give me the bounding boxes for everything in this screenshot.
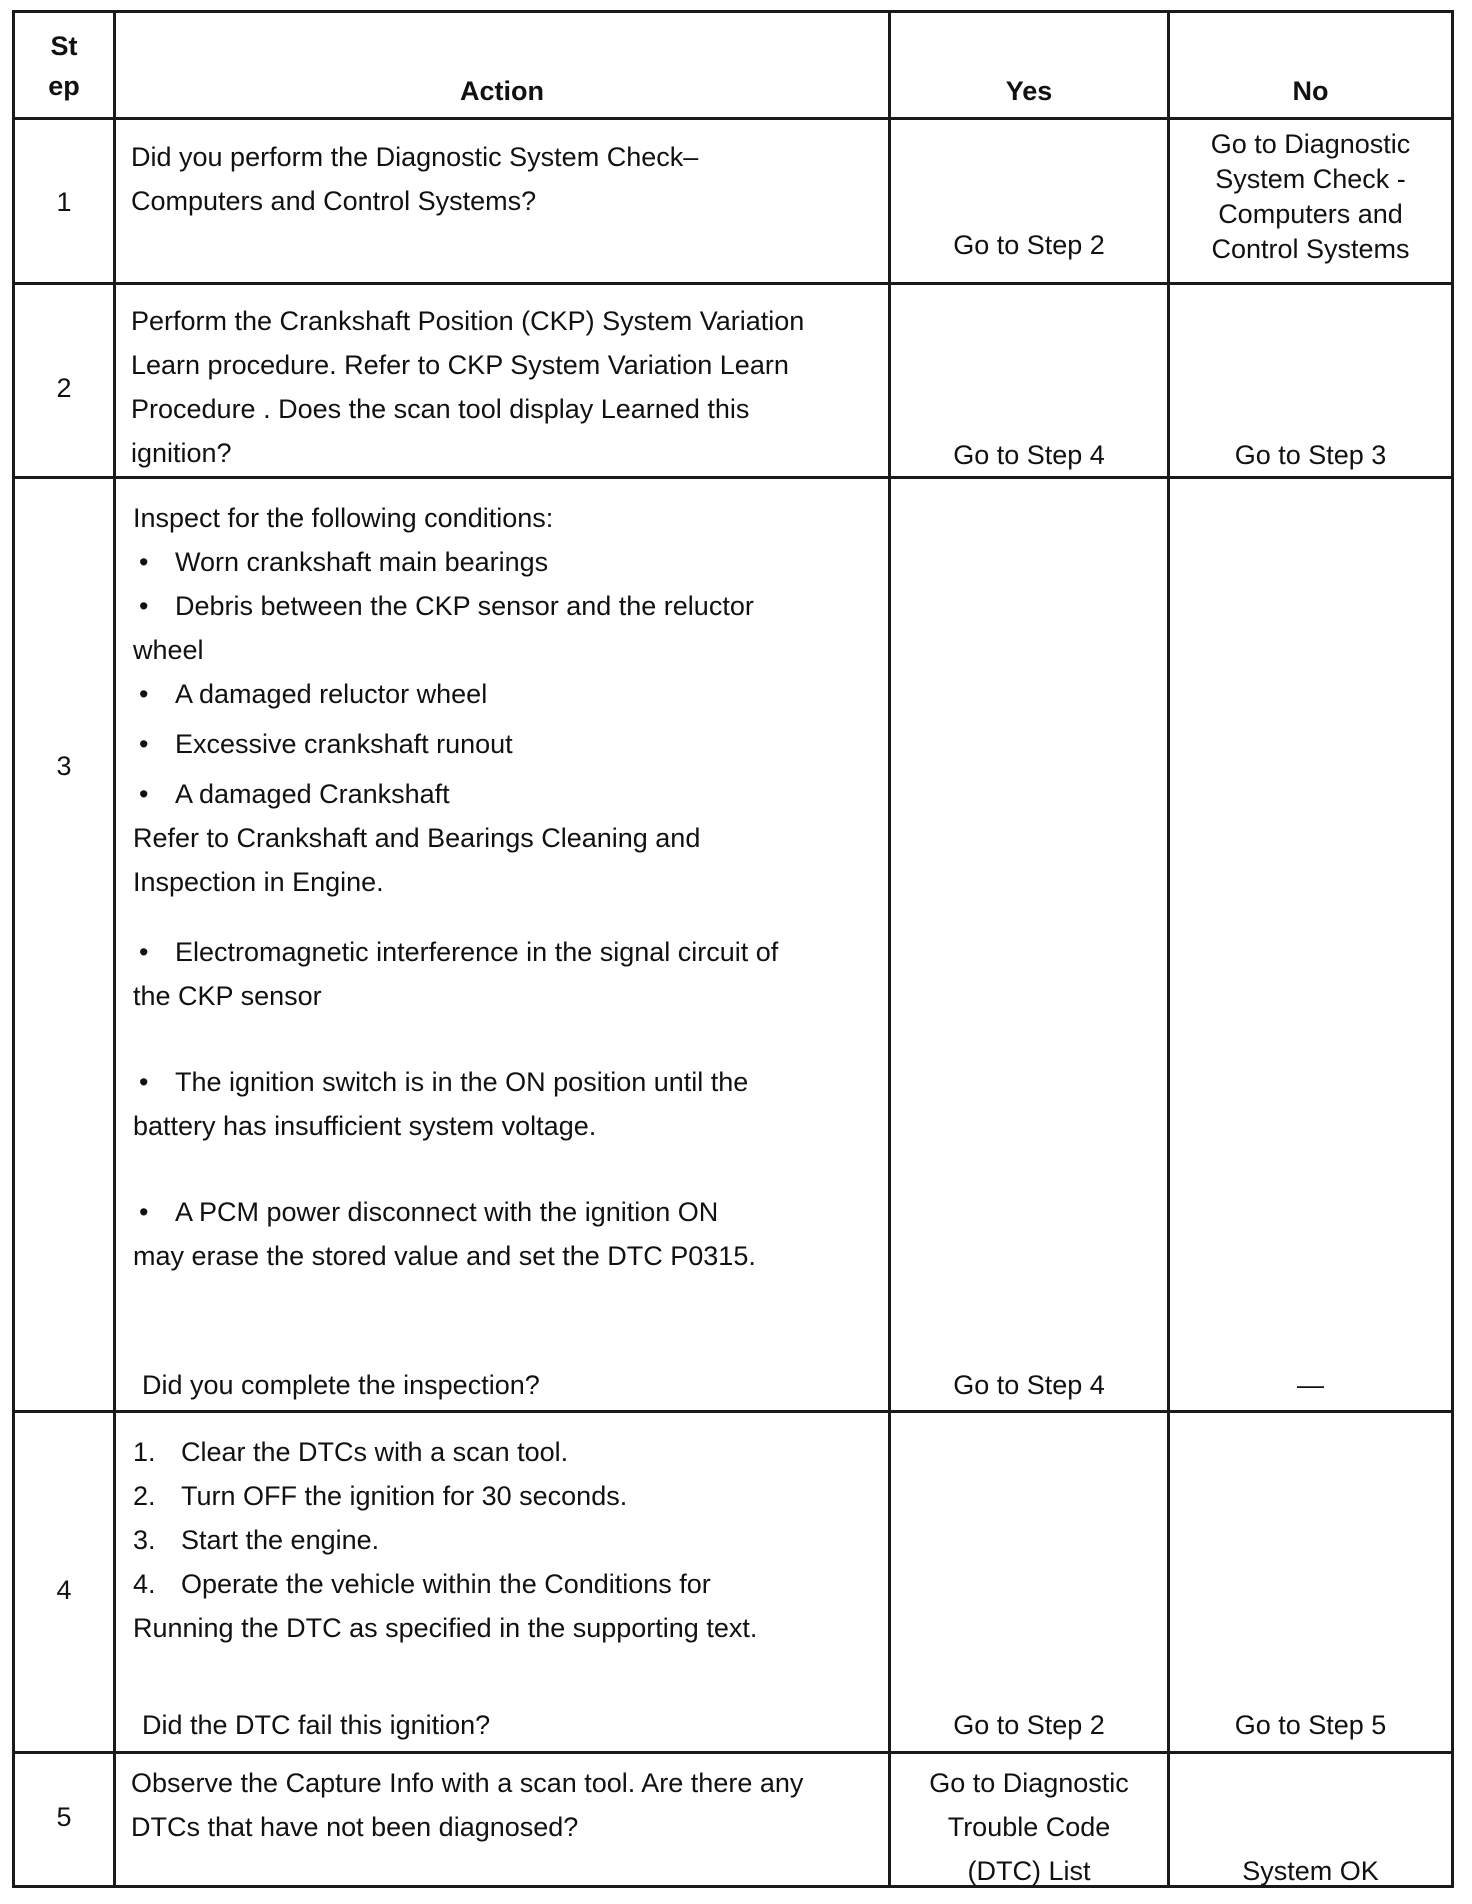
step-number: 3 [56, 751, 72, 781]
row-divider [12, 117, 1454, 120]
action-note: • A PCM power disconnect with the ignition ON may erase the stored value and set the DTC P0315. [133, 1190, 883, 1278]
no-status: System OK [1242, 1856, 1379, 1886]
row-divider [12, 282, 1454, 285]
yes-link[interactable]: Go to Diagnostic Trouble Code (DTC) List [929, 1768, 1129, 1886]
bullet-icon: • [139, 1197, 149, 1227]
action-question: Did the DTC fail this ignition? [142, 1710, 491, 1740]
header-no: No [1292, 76, 1329, 106]
action-text: Did you perform the Diagnostic System Check– Computers and Control Systems? [131, 142, 699, 216]
step-number: 2 [56, 373, 72, 403]
bullet-icon: • [139, 779, 149, 809]
bullet-icon: • [139, 547, 149, 577]
action-steps: 1. Clear the DTCs with a scan tool. 2. Turn OFF the ignition for 30 seconds. 3. Start the engine. 4. Operate the vehicle within the Conditions for Running the DTC as specified in the supporting text. [133, 1437, 758, 1643]
no-link[interactable]: Go to Step 5 [1234, 1710, 1387, 1740]
yes-link[interactable]: Go to Step 4 [953, 440, 1105, 470]
row-divider [12, 1410, 1454, 1413]
no-link[interactable]: Go to Diagnostic System Check - Computers and Control Systems [1210, 129, 1411, 264]
header-step: St ep [48, 31, 80, 101]
no-link[interactable]: Go to Step 3 [1234, 440, 1387, 470]
diagnostic-table [12, 10, 1454, 1888]
step-number: 4 [56, 1575, 72, 1605]
bullet-icon: • [139, 679, 149, 709]
action-question: Did you complete the inspection? [142, 1370, 540, 1400]
action-text: Inspect for the following conditions: • Worn crankshaft main bearings • Debris between the CKP sensor and the reluctor wheel • A damaged reluctor wheel • Excessive crankshaft runout • A damaged Crankshaft Refer to Crankshaft and Bearings Cleaning and Inspection in Engine. [133, 503, 754, 897]
column-divider [888, 10, 891, 1888]
action-text: Perform the Crankshaft Position (CKP) System Variation Learn procedure. Refer to CKP System Variation Learn Procedure . Does the scan tool display Learned this ignition? [131, 306, 805, 468]
table-border-right [1451, 10, 1454, 1888]
column-divider [1167, 10, 1170, 1888]
step-number: 5 [56, 1802, 72, 1832]
action-note: • The ignition switch is in the ON position until the battery has insufficient system voltage. [133, 1060, 883, 1148]
header-action: Action [460, 76, 544, 106]
bullet-icon: • [139, 937, 149, 967]
bullet-icon: • [139, 591, 149, 621]
action-note: • Electromagnetic interference in the signal circuit of the CKP sensor [133, 930, 883, 1018]
yes-link[interactable]: Go to Step 2 [953, 230, 1105, 260]
bullet-icon: • [139, 1067, 149, 1097]
row-divider [12, 1751, 1454, 1754]
bullet-icon: • [139, 729, 149, 759]
action-text: Observe the Capture Info with a scan tool. Are there any DTCs that have not been diagnosed? [131, 1768, 804, 1842]
yes-link[interactable]: Go to Step 4 [953, 1370, 1105, 1400]
no-dash: — [1297, 1370, 1324, 1400]
yes-link[interactable]: Go to Step 2 [953, 1710, 1105, 1740]
header-yes: Yes [1005, 76, 1053, 106]
column-divider [113, 10, 116, 1888]
table-border-top [12, 10, 1454, 13]
step-number: 1 [56, 187, 72, 217]
